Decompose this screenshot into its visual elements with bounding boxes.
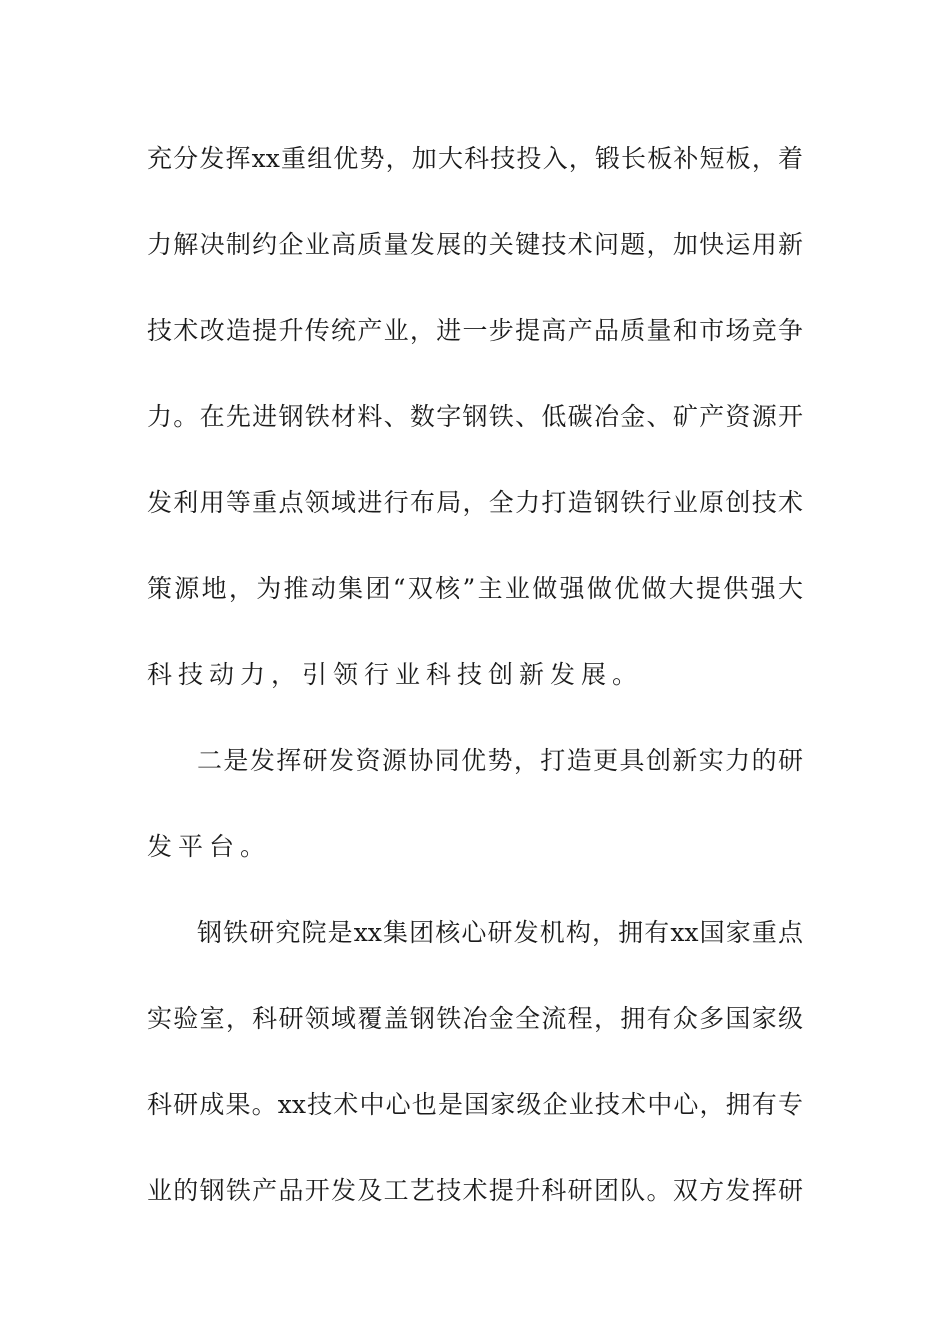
paragraph-line: 力解决制约企业高质量发展的关键技术问题，加快运用新 — [147, 230, 803, 259]
paragraph-line: 发利用等重点领域进行布局，全力打造钢铁行业原创技术 — [147, 488, 803, 517]
paragraph-line: 充分发挥xx重组优势，加大科技投入，锻长板补短板，着 — [147, 144, 803, 173]
heading-line: 二是发挥研发资源协同优势，打造更具创新实力的研 — [197, 746, 803, 775]
paragraph-line: 策源地，为推动集团“双核”主业做强做优做大提供强大 — [147, 574, 803, 603]
paragraph-line: 力。在先进钢铁材料、数字钢铁、低碳冶金、矿产资源开 — [147, 402, 803, 431]
paragraph-line: 科技动力，引领行业科技创新发展。 — [147, 660, 644, 689]
paragraph-line: 业的钢铁产品开发及工艺技术提升科研团队。双方发挥研 — [147, 1176, 803, 1205]
paragraph-line: 钢铁研究院是xx集团核心研发机构，拥有xx国家重点 — [197, 918, 803, 947]
paragraph-line: 技术改造提升传统产业，进一步提高产品质量和市场竞争 — [147, 316, 803, 345]
paragraph-line: 实验室，科研领域覆盖钢铁冶金全流程，拥有众多国家级 — [147, 1004, 803, 1033]
heading-line: 发平台。 — [147, 832, 272, 861]
paragraph-line: 科研成果。xx技术中心也是国家级企业技术中心，拥有专 — [147, 1090, 803, 1119]
